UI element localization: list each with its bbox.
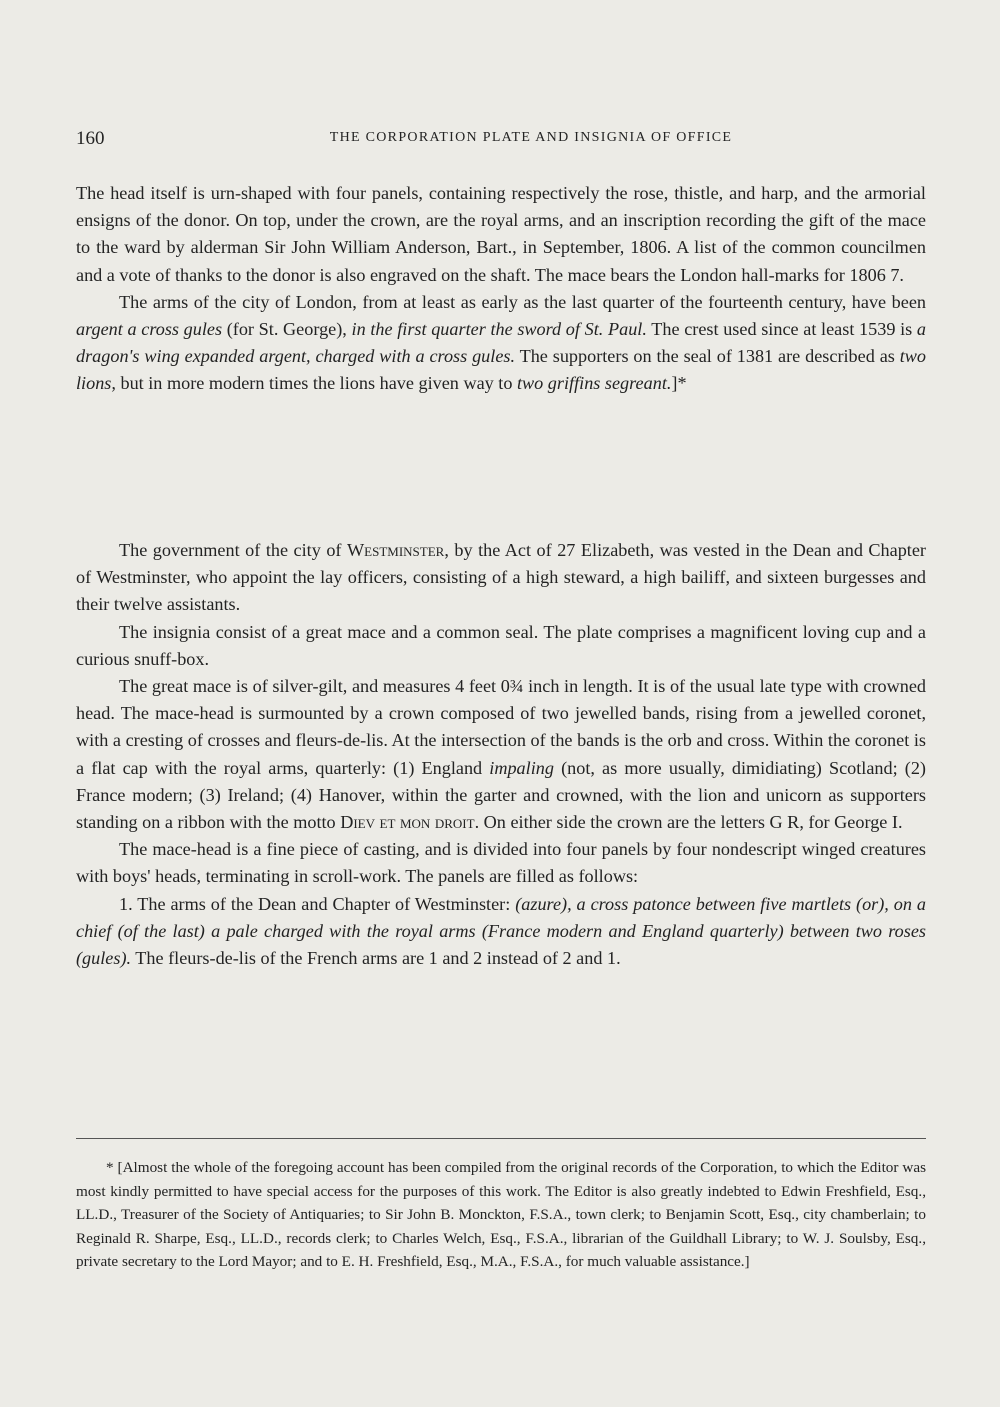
paragraph-mace-head: The head itself is urn-shaped with four panels, containing respectively the rose, thistle, and harp, and the armorial ensigns of the donor. On top, under the crown, are the royal arms, and an inscription recording the gift of the mace to the ward by alderman Sir John William Anderson, Bart., in September, 1806. A list of the common councilmen and a vote of thanks to the donor is also engraved on the shaft. The mace bears the London hall-marks for 1806 7. (76, 183, 926, 285)
paragraph-westminster-government: The government of the city of Westminster, by the Act of 27 Elizabeth, was vested in the Dean and Chapter of Westminster, who appoint the lay officers, consisting of a high steward, a high bailiff, and sixteen burgesses and their twelve assistants. (76, 540, 926, 615)
footnote-divider (76, 1138, 926, 1139)
footnote: * [Almost the whole of the foregoing account has been compiled from the original records of the Corporation, to which the Editor was most kindly permitted to have special access for the purposes of this work. The Editor is also greatly indebted to Edwin Freshfield, Esq., LL.D., Treasurer of the Society of Antiquaries; to Sir John B. Monckton, F.S.A., town clerk; to Benjamin Scott, Esq., city chamberlain; to Reginald R. Sharpe, Esq., LL.D., records clerk; to Charles Welch, Esq., F.S.A., librarian of the Guildhall Library; to W. J. Soulsby, Esq., private secretary to the Lord Mayor; and to E. H. Freshfield, Esq., M.A., F.S.A., for much valuable assistance.] (76, 1159, 926, 1271)
body-text-westminster (76, 537, 926, 972)
running-head: THE CORPORATION PLATE AND INSIGNIA OF OFFICE (329, 130, 733, 145)
paragraph-london-arms: The arms of the city of London, from at least as early as the last quarter of the fourteenth century, have been argent a cross gules (for St. George), in the first quarter the sword of St. Paul. The crest used since at least 1539 is a dragon's wing expanded argent, charged with a cross gules. The supporters on the seal of 1381 are described as two lions, but in more modern times the lions have given way to two griffins segreant.]* (76, 291, 927, 394)
page-number: 160 (76, 128, 105, 149)
paragraph-great-mace: The great mace is of silver-gilt, and measures 4 feet 0¾ inch in length. It is of the usual late type with crowned head. The mace-head is surmounted by a crown composed of two jewelled bands, rising from a jewelled coronet, with a cresting of crosses and fleurs-de-lis. At the intersection of the bands is the orb and cross. Within the coronet is a flat cap with the royal arms, quarterly: (1) England impaling (not, as more usually, dimidiating) Scotland; (2) France modern; (3) Ireland; (4) Hanover, within the garter and crowned, with the lion and unicorn as supporters standing on a ribbon with the motto Diev et mon droit. On either side the crown are the letters G R, for George I. (76, 676, 926, 833)
page-header (76, 128, 926, 152)
paragraph-insignia: The insignia consist of a great mace and a common seal. The plate comprises a magnificent loving cup and a curious snuff-box. (76, 621, 926, 669)
body-text-london (76, 180, 926, 398)
paragraph-panel-one: 1. The arms of the Dean and Chapter of Westminster: (azure), a cross patonce between five martlets (or), on a chief (of the last) a pale charged with the royal arms (France modern and England quarterly) between two roses (gules). The fleurs-de-lis of the French arms are 1 and 2 instead of 2 and 1. (76, 893, 926, 969)
paragraph-mace-head-panels: The mace-head is a fine piece of casting, and is divided into four panels by four nondescript winged creatures with boys' heads, terminating in scroll-work. The panels are filled as follows: (76, 839, 926, 887)
